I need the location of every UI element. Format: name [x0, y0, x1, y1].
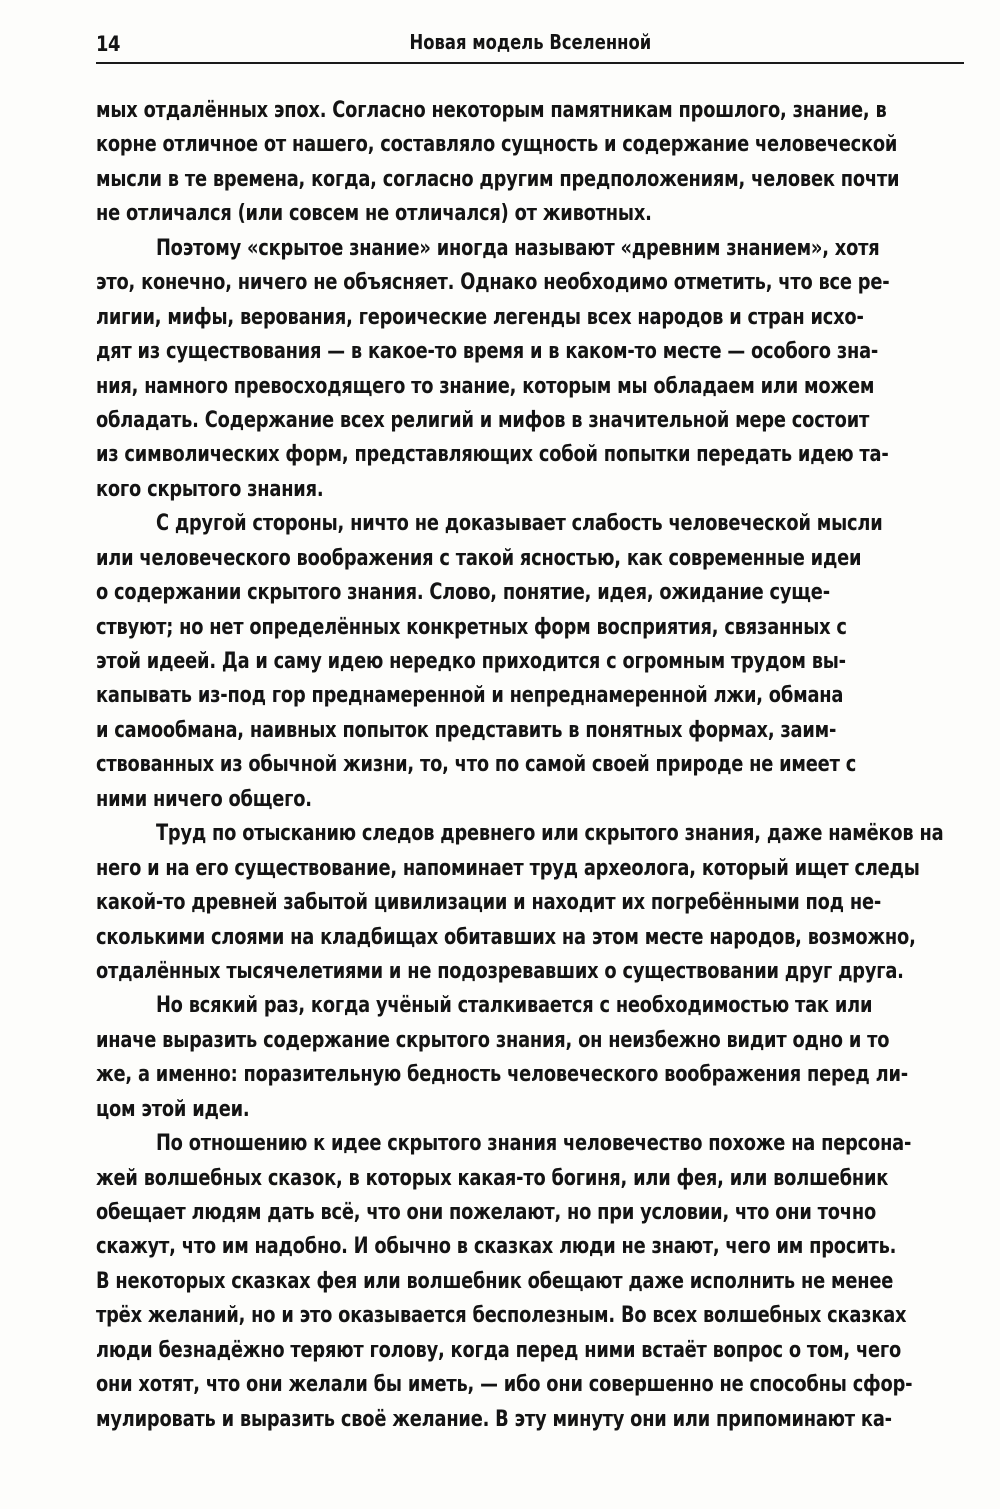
- paragraph-3: [96, 507, 964, 817]
- text-line: мых отдалённых эпох. Согласно некоторым памятникам прошлого, знание, в: [96, 98, 887, 123]
- text-line: капывать из-под гор преднамеренной и непреднамеренной лжи, обмана: [96, 683, 844, 709]
- text-line: какой-то древней забытой цивилизации и находит их погребёнными под не-: [96, 890, 882, 916]
- running-title: [96, 30, 964, 54]
- text-line: В некоторых сказках фея или волшебник обещают даже исполнить не менее: [96, 1268, 894, 1294]
- text-line: По отношению к идее скрытого знания человечество похоже на персона-: [155, 1131, 912, 1157]
- running-head: [96, 24, 964, 64]
- text-line: трёх желаний, но и это оказывается бесполезным. Во всех волшебных сказках: [96, 1303, 907, 1329]
- text-line: Труд по отысканию следов древнего или скрытого знания, даже намёков на: [155, 821, 944, 847]
- text-line: ними ничего общего.: [96, 786, 312, 812]
- text-line: это, конечно, ничего не объясняет. Однако необходимо отметить, что все ре-: [96, 270, 890, 296]
- paragraph-4: [96, 817, 964, 989]
- text-line: и самообмана, наивных попыток представить в понятных формах, заим-: [96, 717, 837, 743]
- text-line: мысли в те времена, когда, согласно другим предположениям, человек почти: [96, 166, 900, 192]
- text-line: кого скрытого знания.: [96, 476, 324, 502]
- text-line: обещает людям дать всё, что они пожелают, но при условии, что они точно: [96, 1200, 876, 1225]
- text-line: жей волшебных сказок, в которых какая-то богиня, или фея, или волшебник: [96, 1165, 889, 1191]
- text-line: иначе выразить содержание скрытого знания, он неизбежно видит одно и то: [96, 1027, 890, 1053]
- text-line: отдалённых тысячелетиями и не подозревавших о существовании друг друга.: [96, 958, 904, 984]
- text-line: Поэтому «скрытое знание» иногда называют «древним знанием», хотя: [155, 235, 880, 261]
- text-line: этой идеей. Да и саму идею нередко приходится с огромным трудом вы-: [96, 649, 846, 674]
- text-line: цом этой идеи.: [96, 1096, 250, 1122]
- text-line: ствованных из обычной жизни, то, что по самой своей природе не имеет с: [96, 752, 857, 778]
- text-line: дят из существования — в какое-то время и в каком-то месте — особого зна-: [96, 339, 879, 365]
- text-line: корне отличное от нашего, составляло сущность и содержание человеческой: [96, 132, 898, 158]
- text-line: Но всякий раз, когда учёный сталкивается с необходимостью так или: [155, 993, 873, 1019]
- text-line: скажут, что им надобно. И обычно в сказках люди не знают, чего им просить.: [96, 1234, 897, 1260]
- page-number: 14: [96, 32, 120, 56]
- text-line: не отличался (или совсем не отличался) от животных.: [96, 201, 652, 227]
- text-line: они хотят, что они желали бы иметь, — ибо они совершенно не способны сфор-: [96, 1372, 913, 1398]
- text-line: ствуют; но нет определённых конкретных форм восприятия, связанных с: [96, 614, 847, 640]
- paragraph-5: [96, 989, 964, 1127]
- text-line: же, а именно: поразительную бедность человеческого воображения перед ли-: [96, 1062, 908, 1088]
- paragraph-6: [96, 1127, 964, 1437]
- text-line: лигии, мифы, верования, героические легенды всех народов и стран исхо-: [96, 304, 864, 330]
- text-line: из символических форм, представляющих собой попытки передать идею та-: [96, 442, 889, 468]
- text-line: о содержании скрытого знания. Слово, понятие, идея, ожидание суще-: [96, 580, 830, 606]
- header-rule: [96, 62, 964, 64]
- text-line: С другой стороны, ничто не доказывает слабость человеческой мысли: [155, 511, 883, 537]
- text-line: или человеческого воображения с такой ясностью, как современные идеи: [96, 545, 862, 571]
- text-line: сколькими слоями на кладбищах обитавших на этом месте народов, возможно,: [96, 924, 916, 950]
- paragraph-2: [96, 232, 964, 508]
- text-line: люди безнадёжно теряют голову, когда перед ними встаёт вопрос о том, чего: [96, 1337, 902, 1363]
- text-line: ния, намного превосходящего то знание, которым мы обладаем или можем: [96, 373, 875, 399]
- body-text: [96, 94, 964, 1437]
- text-line: обладать. Содержание всех религий и мифов в значительной мере состоит: [96, 407, 870, 433]
- paragraph-1: [96, 94, 964, 232]
- text-line: мулировать и выразить своё желание. В эту минуту они или припоминают ка-: [96, 1406, 892, 1432]
- running-title-text: Новая модель Вселенной: [409, 30, 651, 54]
- text-line: него и на его существование, напоминает труд археолога, который ищет следы: [96, 855, 920, 881]
